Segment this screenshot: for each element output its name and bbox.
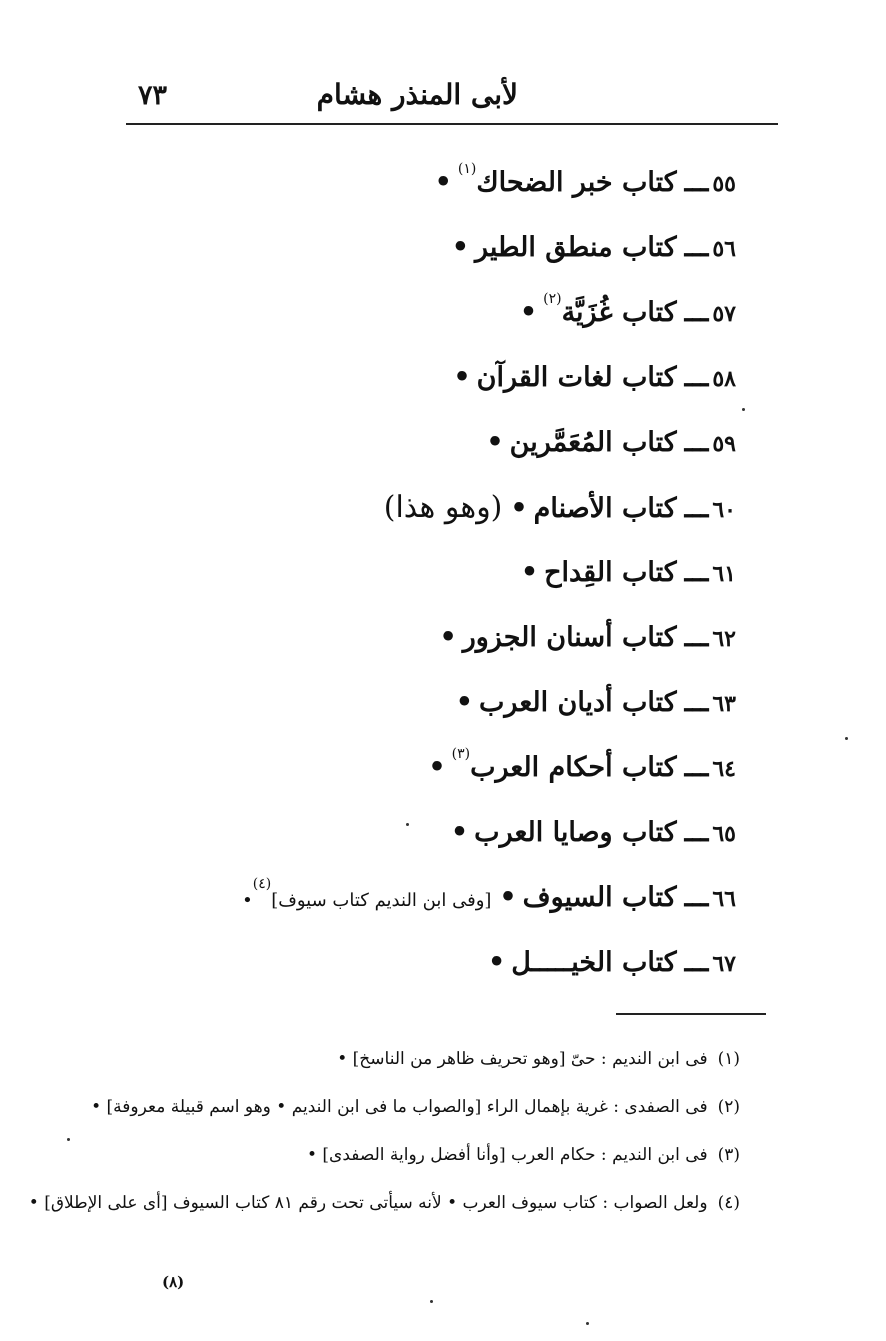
book-item-56 [176, 215, 736, 280]
book-number: ٥٧ [712, 301, 736, 327]
book-title: كتاب منطق الطير [474, 232, 677, 263]
footnote-marker: (٤) [252, 876, 272, 892]
book-title: كتاب أسنان الجزور [462, 622, 677, 653]
speck [586, 1322, 589, 1325]
book-number: ٦٦ [712, 886, 736, 912]
book-number: ٦٥ [712, 821, 736, 847]
speck [406, 823, 409, 826]
book-item-60 [176, 475, 736, 540]
book-title: كتاب الأصنام [533, 493, 677, 524]
book-title: كتاب السيوف [522, 882, 677, 913]
dot: • [451, 232, 469, 263]
dot: • [434, 167, 452, 198]
speck [742, 408, 745, 411]
dash: ـــ [684, 493, 709, 524]
book-title: كتاب لغات القرآن [476, 362, 677, 393]
footnote-rule [616, 1013, 766, 1015]
book-item-61 [176, 540, 736, 605]
dash: ـــ [684, 427, 709, 458]
book-number: ٦٠ [712, 497, 736, 523]
dot: • [520, 557, 539, 588]
footnote [28, 1179, 740, 1227]
book-number: ٦٢ [712, 626, 736, 652]
book-item-62 [176, 605, 736, 670]
dot: • [453, 362, 471, 393]
book-title: كتاب وصايا العرب [474, 817, 677, 848]
book-item-64 [176, 735, 736, 800]
footnote-text: فى الصفدى : غرية بإهمال الراء [والصواب ما فى ابن النديم • وهو اسم قبيلة معروفة] • [91, 1097, 708, 1117]
book-number: ٥٨ [712, 366, 736, 392]
dot: • [486, 427, 504, 458]
book-number: ٦٣ [712, 691, 736, 717]
dash: ـــ [684, 817, 709, 848]
dot: • [428, 752, 446, 783]
book-title: كتاب أحكام العرب$^{(٣)}$ [451, 746, 677, 783]
dot: • [439, 622, 457, 653]
dot: • [488, 947, 506, 978]
dot: • [455, 687, 474, 718]
signature-mark: (٨) [162, 1273, 185, 1291]
speck [430, 1300, 433, 1303]
dash: ـــ [684, 622, 709, 653]
footnote-text: فى ابن النديم : حكام العرب [وأنا أفضل رواية الصفدى] • [306, 1145, 708, 1165]
footnote [140, 1035, 740, 1083]
running-head: لأبى المنذر هشام [316, 78, 518, 111]
dot: • [450, 817, 469, 848]
dash: ـــ [684, 752, 709, 783]
dash: ـــ [684, 232, 709, 263]
book-title: كتاب غُزَيَّة$^{(٢)}$ [543, 291, 677, 328]
footnote-text: فى ابن النديم : حىّ [وهو تحريف ظاهر من الناسخ] • [337, 1049, 708, 1069]
footnotes [28, 1035, 740, 1227]
footnote-number: (٣) [717, 1145, 740, 1165]
dash: ـــ [684, 297, 709, 328]
dash: ـــ [684, 947, 709, 978]
book-item-63 [176, 670, 736, 735]
book-number: ٦١ [712, 561, 736, 587]
book-number: ٥٦ [712, 236, 736, 262]
book-title: كتاب أديان العرب [479, 687, 677, 718]
bracket-note: [وفى ابن النديم كتاب سيوف]$^{(٤)}$ [252, 876, 492, 911]
book-list [176, 150, 736, 995]
book-number: ٦٤ [712, 756, 736, 782]
footnote-marker: (٢) [543, 291, 562, 307]
book-item-57 [176, 280, 736, 345]
book-title: كتاب خبر الضحاك$^{(١)}$ [457, 161, 677, 198]
speck [845, 737, 848, 740]
dash: ـــ [684, 362, 709, 393]
book-item-59 [176, 410, 736, 475]
footnote [140, 1131, 740, 1179]
speck [67, 1138, 70, 1141]
book-number: ٥٩ [712, 431, 736, 457]
footnote-number: (٤) [717, 1193, 740, 1213]
footnote-marker: (٣) [451, 746, 471, 762]
book-title: كتاب القِداح [544, 557, 677, 588]
dot: • [499, 882, 517, 913]
book-item-65 [176, 800, 736, 865]
header-rule [126, 123, 778, 125]
book-item-58 [176, 345, 736, 410]
footnote-text: ولعل الصواب : كتاب سيوف العرب • لأنه سيأتى تحت رقم ٨١ كتاب السيوف [أى على الإطلاق] • [28, 1193, 708, 1213]
footnote [91, 1083, 740, 1131]
footnote-number: (٢) [717, 1097, 740, 1117]
dot: • [519, 297, 538, 328]
book-item-67 [176, 930, 736, 995]
dot: • [242, 890, 253, 911]
dash: ـــ [684, 882, 709, 913]
this-book-note: (وهو هذا) [383, 490, 503, 525]
footnote-number: (١) [717, 1049, 740, 1069]
dash: ـــ [684, 687, 709, 718]
dot: • [510, 493, 528, 524]
dash: ـــ [684, 167, 709, 198]
book-number: ٥٥ [712, 171, 736, 197]
book-title: كتاب المُعَمَّرين [509, 427, 677, 458]
book-item-66 [176, 865, 736, 930]
footnote-marker: (١) [457, 161, 477, 177]
book-item-55 [176, 150, 736, 215]
page-number: ٧٣ [138, 80, 168, 111]
book-number: ٦٧ [712, 951, 736, 977]
dash: ـــ [684, 557, 709, 588]
book-title: كتاب الخيـــــل [511, 947, 677, 978]
